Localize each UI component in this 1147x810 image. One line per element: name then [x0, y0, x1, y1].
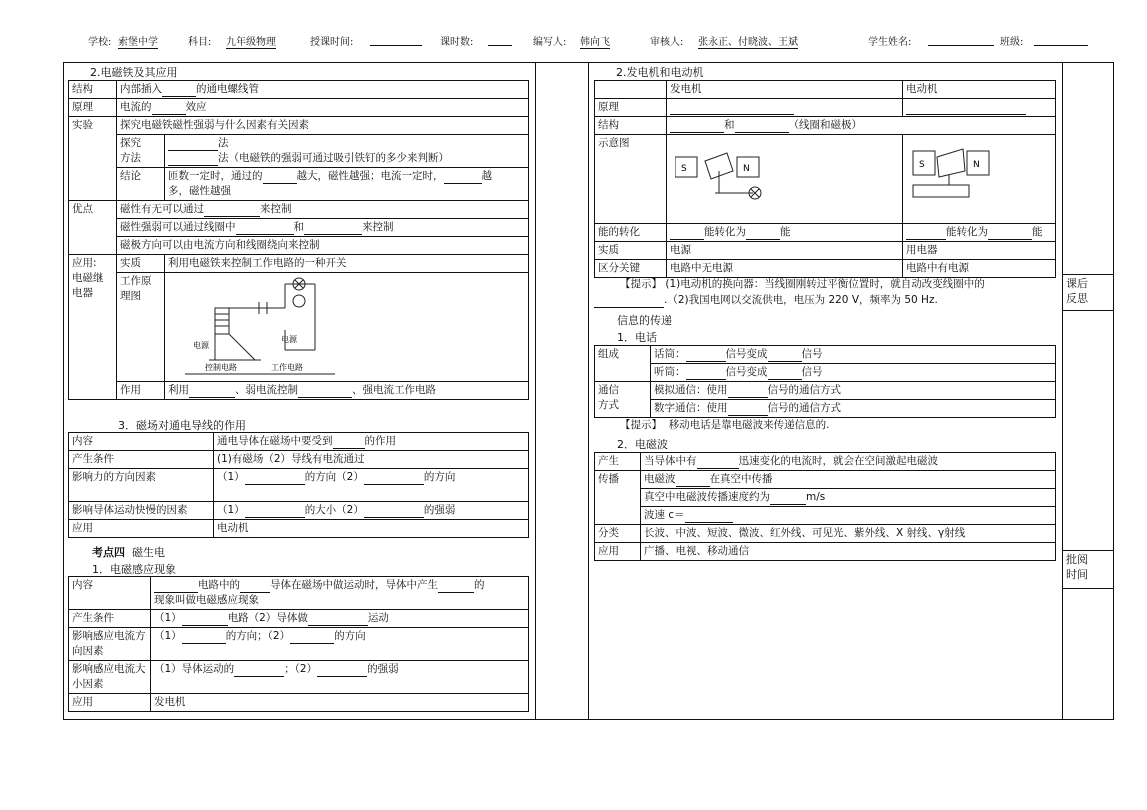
table-cell: 工作原理图 [117, 273, 165, 382]
table-cell: 结构 [595, 117, 667, 135]
table-cell [903, 135, 1056, 224]
table-row [69, 219, 529, 237]
table-row [595, 135, 1056, 224]
table-cell: 探究 方法 [117, 135, 165, 168]
hint-mobile: 【提示】 移动电话是靠电磁波来传递信息的. [620, 419, 830, 431]
phone-title: 1．电话 [617, 331, 657, 344]
table-cell: 能转化为 能 [667, 224, 903, 242]
table-cell: 应用 [69, 694, 151, 712]
table-row [69, 81, 529, 99]
table-cell: 发电机 [151, 694, 529, 712]
table-cell: 内容 [69, 577, 151, 610]
table-cell: 应用 [69, 520, 214, 538]
magnetic-force-table [68, 432, 529, 538]
table-row [595, 117, 1056, 135]
blank[interactable] [236, 222, 294, 235]
table-cell: 电磁波 在真空中传播 [641, 471, 1056, 489]
blank[interactable] [906, 227, 946, 240]
review-time-label: 批阅 时间 [1066, 553, 1088, 581]
table-cell: 应用 [595, 543, 641, 561]
table-row [69, 661, 529, 694]
table-cell: 通电导体在磁场中要受到 的作用 [214, 433, 529, 451]
blank[interactable] [670, 102, 794, 115]
reflection-label: 课后 反思 [1066, 277, 1088, 305]
table-row [69, 433, 529, 451]
table-row [69, 610, 529, 628]
table-cell: 影响力的方向因素 [69, 469, 214, 502]
editor-value: 韩向飞 [580, 33, 610, 49]
table-cell [667, 135, 903, 224]
diagram-label-power1: 电源 [193, 341, 209, 350]
table-row [69, 255, 529, 273]
table-cell: 法 法（电磁铁的强弱可通过吸引铁钉的多少来判断） [165, 135, 529, 168]
table-row [69, 628, 529, 661]
blank[interactable] [697, 456, 739, 469]
table-row [595, 471, 1056, 489]
blank[interactable] [768, 349, 802, 362]
hint-commutator: 【提示】 (1)电动机的换向器：当线圈刚转过平衡位置时，就自动改变线圈中的 [620, 278, 985, 290]
table-cell: 能的转化 [595, 224, 667, 242]
blank[interactable] [735, 120, 789, 133]
table-row [69, 273, 529, 382]
table-cell: 波速 c＝ [641, 507, 1056, 525]
table-cell: 电流的 效应 [117, 99, 529, 117]
blank[interactable] [308, 613, 368, 626]
table-cell: 话筒： 信号变成 信号 [651, 346, 1056, 364]
table-cell [667, 99, 903, 117]
blank[interactable] [182, 631, 226, 644]
blank[interactable] [364, 472, 424, 485]
table-cell: 匝数一定时，通过的 越大，磁性越强；电流一定时， 越 多，磁性越强 [165, 168, 529, 201]
student-blank[interactable] [928, 33, 994, 46]
table-row [69, 382, 529, 400]
table-row [69, 469, 529, 502]
table-row [595, 99, 1056, 117]
table-cell: 利用 、弱电流控制 、强电流工作电路 [165, 382, 529, 400]
table-cell: 电源 [667, 242, 903, 260]
blank[interactable] [594, 295, 664, 308]
svg-text:S: S [681, 164, 687, 174]
editor-label: 编写人: [533, 37, 567, 48]
table-row [595, 242, 1056, 260]
reviewer-value: 张永正、付晓波、王斌 [698, 33, 798, 49]
telephone-table [594, 345, 1056, 418]
table-cell: 作用 [117, 382, 165, 400]
table-cell: 电路中无电源 [667, 260, 903, 278]
em-wave-table [594, 452, 1056, 561]
table-cell: 电动机 [214, 520, 529, 538]
divider-1 [535, 63, 536, 719]
table-cell: 区分关键 [595, 260, 667, 278]
table-cell: 产生条件 [69, 451, 214, 469]
table-cell: 电路中有电源 [903, 260, 1056, 278]
divider-2 [588, 63, 589, 719]
em-title: 2.电磁铁及其应用 [90, 66, 178, 79]
table-cell: 和 （线圈和磁极） [667, 117, 1056, 135]
generator-motor-table [594, 80, 1056, 278]
table-row [595, 346, 1056, 364]
table-cell: （1）导体运动的 ；（2） 的强弱 [151, 661, 529, 694]
table-row [69, 201, 529, 219]
header-bar [88, 33, 1098, 49]
table-cell: 电路中的 导体在磁场中做运动时，导体中产生 的 现象叫做电磁感应现象 [151, 577, 529, 610]
blank[interactable] [263, 171, 297, 184]
blank[interactable] [438, 580, 474, 593]
hint-grid: .（2)我国电网以交流供电，电压为 220 V，频率为 50 Hz. [594, 292, 1056, 308]
blank[interactable] [364, 505, 424, 518]
svg-text:N: N [973, 160, 980, 170]
blank[interactable] [162, 84, 196, 97]
blank[interactable] [152, 102, 186, 115]
table-row [595, 453, 1056, 471]
table-row [595, 81, 1056, 99]
blank[interactable] [168, 138, 218, 151]
table-cell: 实质 [117, 255, 165, 273]
blank[interactable] [676, 474, 710, 487]
blank[interactable] [770, 492, 806, 505]
blank[interactable] [686, 367, 726, 380]
blank[interactable] [768, 367, 802, 380]
table-cell: 实质 [595, 242, 667, 260]
side-line-4 [1062, 588, 1113, 589]
blank[interactable] [333, 436, 365, 449]
blank[interactable] [290, 631, 334, 644]
table-cell: 结构 [69, 81, 117, 99]
relay-circuit-diagram [185, 274, 335, 378]
blank[interactable] [234, 664, 284, 677]
table-cell: 发电机 [667, 81, 903, 99]
table-cell: （1） 电路（2）导体做 运动 [151, 610, 529, 628]
blank[interactable] [317, 664, 367, 677]
table-cell: 模拟通信：使用 信号的通信方式 [651, 382, 1056, 400]
table-cell: 用电器 [903, 242, 1056, 260]
blank[interactable] [670, 120, 724, 133]
table-row [69, 117, 529, 135]
table-cell [595, 81, 667, 99]
diagram-label-power2: 电源 [281, 335, 297, 344]
blank[interactable] [168, 153, 218, 166]
table-cell [903, 99, 1056, 117]
blank[interactable] [988, 227, 1032, 240]
table-row [595, 525, 1056, 543]
blank[interactable] [728, 385, 768, 398]
hours-label: 课时数: [440, 37, 474, 48]
blank[interactable] [746, 227, 780, 240]
table-row [595, 260, 1056, 278]
blank[interactable] [906, 102, 1026, 115]
wave-title: 2．电磁波 [617, 438, 668, 451]
mf-title: 3．磁场对通电导线的作用 [118, 419, 246, 432]
table-cell: 传播 [595, 471, 641, 525]
table-row [69, 135, 529, 168]
table-row [69, 502, 529, 520]
student-label: 学生姓名: [868, 37, 912, 48]
table-row [595, 507, 1056, 525]
table-cell: 利用电磁铁来控制工作电路的一种开关 [165, 255, 529, 273]
table-row [69, 694, 529, 712]
table-cell: 原理 [595, 99, 667, 117]
diagram-label-work: 工作电路 [271, 363, 303, 372]
table-cell: （1） 的方向（2） 的方向 [214, 469, 529, 502]
table-cell: (1)有磁场（2）导线有电流通过 [214, 451, 529, 469]
table-row [595, 364, 1056, 382]
table-cell: 组成 [595, 346, 651, 382]
table-cell [165, 273, 529, 382]
blank[interactable] [245, 505, 305, 518]
table-cell: 原理 [69, 99, 117, 117]
table-row [595, 382, 1056, 400]
table-cell: 内部插入 的通电螺线管 [117, 81, 529, 99]
class-label: 班级: [1000, 37, 1024, 48]
table-cell: 磁性有无可以通过 来控制 [117, 201, 529, 219]
reviewer-label: 审核人: [650, 37, 684, 48]
table-cell: 实验 [69, 117, 117, 201]
table-row [69, 520, 529, 538]
ei-title: 1．电磁感应现象 [92, 563, 176, 576]
table-cell: 产生 [595, 453, 641, 471]
side-line-1 [1062, 274, 1113, 275]
table-cell: 电动机 [903, 81, 1056, 99]
table-row [69, 237, 529, 255]
table-cell: 当导体中有 迅速变化的电流时，就会在空间激起电磁波 [641, 453, 1056, 471]
class-blank[interactable] [1034, 33, 1088, 46]
table-cell: 广播、电视、移动通信 [641, 543, 1056, 561]
table-cell: 分类 [595, 525, 641, 543]
diagram-label-control: 控制电路 [205, 363, 237, 372]
generator-diagram [675, 143, 775, 213]
blank[interactable] [154, 580, 198, 593]
blank[interactable] [204, 204, 260, 217]
table-row [595, 489, 1056, 507]
table-cell: 影响感应电流方向因素 [69, 628, 151, 661]
subject-label: 科目: [188, 37, 212, 48]
time-label: 授课时间: [310, 37, 354, 48]
table-row [595, 400, 1056, 418]
blank[interactable] [304, 222, 362, 235]
svg-text:N: N [743, 164, 750, 174]
table-cell: 探究电磁铁磁性强弱与什么因素有关因素 [117, 117, 529, 135]
blank[interactable] [686, 349, 726, 362]
table-cell: 产生条件 [69, 610, 151, 628]
side-line-2 [1062, 310, 1113, 311]
school-label: 学校: [88, 37, 112, 48]
table-cell: 能转化为 能 [903, 224, 1056, 242]
electromagnet-table [68, 80, 529, 400]
table-cell: 优点 [69, 201, 117, 255]
table-cell: 真空中电磁波传播速度约为 m/s [641, 489, 1056, 507]
table-row [595, 543, 1056, 561]
side-line-3 [1062, 550, 1113, 551]
table-cell: 通信 方式 [595, 382, 651, 418]
table-row [69, 577, 529, 610]
table-cell: 结论 [117, 168, 165, 201]
hours-blank[interactable] [488, 33, 512, 46]
subject-value: 九年级物理 [226, 33, 276, 49]
blank[interactable] [685, 510, 733, 523]
time-blank[interactable] [370, 33, 422, 46]
blank[interactable] [444, 171, 482, 184]
table-cell: 数字通信：使用 信号的通信方式 [651, 400, 1056, 418]
blank[interactable] [245, 472, 305, 485]
table-cell: （1） 的大小（2） 的强弱 [214, 502, 529, 520]
divider-3 [1062, 63, 1063, 719]
table-cell: 听筒： 信号变成 信号 [651, 364, 1056, 382]
induction-table [68, 576, 529, 712]
blank[interactable] [182, 613, 228, 626]
blank[interactable] [240, 580, 270, 593]
table-cell: 磁极方向可以由电流方向和线圈绕向来控制 [117, 237, 529, 255]
gm-title: 2.发电机和电动机 [616, 66, 704, 79]
school-value: 索堡中学 [118, 33, 158, 49]
table-cell: 磁性强弱可以通过线圈中 和 来控制 [117, 219, 529, 237]
table-cell: 示意图 [595, 135, 667, 224]
blank[interactable] [298, 385, 352, 398]
blank[interactable] [189, 385, 235, 398]
table-cell: 影响导体运动快慢的因素 [69, 502, 214, 520]
table-cell: 应用: 电磁继电器 [69, 255, 117, 400]
table-row [69, 168, 529, 201]
blank[interactable] [670, 227, 704, 240]
table-row [69, 99, 529, 117]
blank[interactable] [728, 403, 768, 416]
table-row [69, 451, 529, 469]
svg-text:S: S [919, 160, 925, 170]
info-title: 信息的传递 [617, 314, 672, 327]
table-cell: 内容 [69, 433, 214, 451]
table-cell: 长波、中波、短波、微波、红外线、可见光、紫外线、X 射线、γ射线 [641, 525, 1056, 543]
table-row [595, 224, 1056, 242]
table-cell: （1） 的方向；（2） 的方向 [151, 628, 529, 661]
kp4-heading: 考点四 磁生电 [92, 546, 165, 559]
motor-diagram [909, 141, 999, 211]
table-cell: 影响感应电流大小因素 [69, 661, 151, 694]
